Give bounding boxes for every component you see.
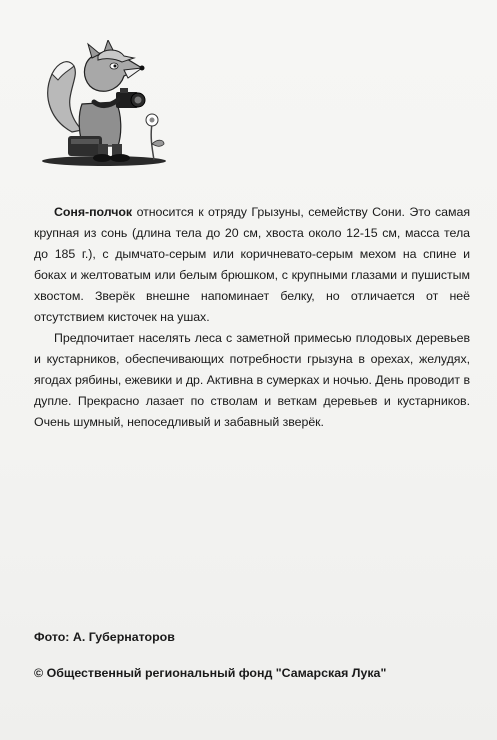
- article-paragraph-1: [34, 202, 470, 328]
- copyright-notice: © Общественный региональный фонд "Самарская Лука": [34, 666, 387, 680]
- article-paragraph-2: Предпочитает населять леса с заметной примесью плодовых деревьев и кустарников, обеспечивающих потребности грызуна в орехах, желудях, ягодах рябины, ежевики и др. Активна в сумерках и ночью. День проводит в дупле. Прекрасно лазает по стволам и веткам деревьев и кустарников. Очень шумный, непоседливый и забавный зверёк.: [34, 331, 470, 429]
- photo-credit: Фото: А. Губернаторов: [34, 630, 175, 644]
- species-name: Соня-полчок: [54, 205, 133, 219]
- article-text: [34, 202, 470, 433]
- species-description: относится к отряду Грызуны, семейству Сони. Это самая крупная из сонь (длина тела до 20 см, хвоста около 12-15 см, масса тела до 185 г.), с дымчато-серым или коричневато-серым мехом на спине и боках и желтоватым или белым брюшком, с крупными глазами и пушистым хвостом. Зверёк внешне напоминает белку, но отличается от неё отсутствием кисточек на ушах.: [34, 205, 470, 324]
- fox-photographer-icon: [38, 40, 170, 168]
